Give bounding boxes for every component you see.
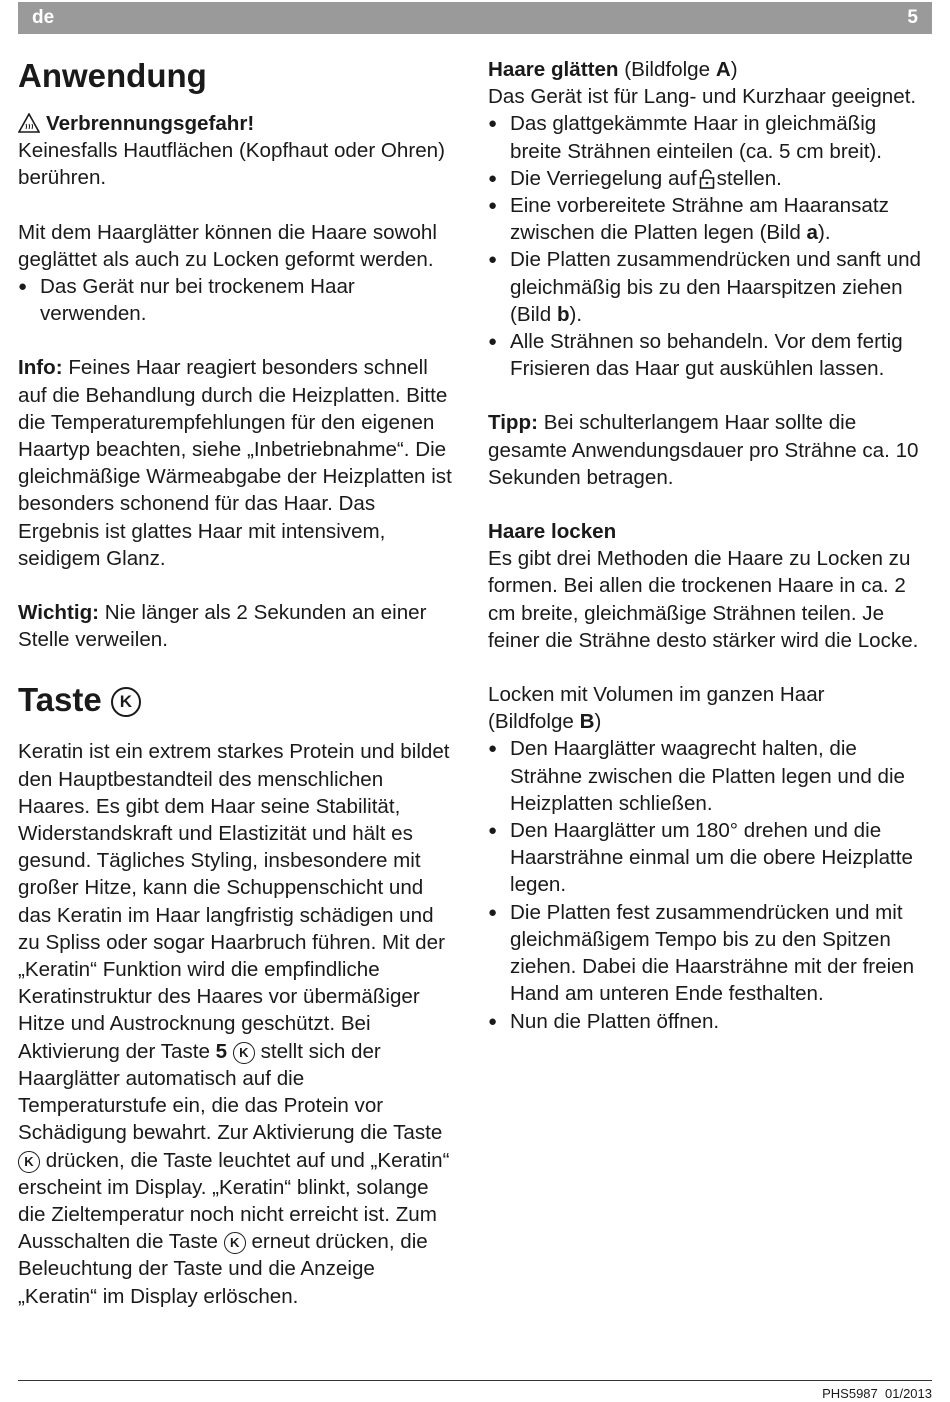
footer-model: PHS5987: [822, 1386, 878, 1401]
curl-steps-list: [488, 735, 932, 1034]
key-number: 5: [215, 1039, 228, 1063]
list-item: ● Alle Strähnen so behandeln. Vor dem fertig Frisieren das Haar gut auskühlen lassen.: [488, 328, 932, 382]
section-title-anwendung: Anwendung: [18, 57, 207, 94]
footer-date: 01/2013: [885, 1386, 932, 1401]
list-item: ● Den Haarglätter waagrecht halten, die Strähne zwischen die Platten legen und die Heizplatten schließen.: [488, 735, 932, 817]
info-text: Feines Haar reagiert besonders schnell auf die Behandlung durch die Heizplatten. Bitte die Temperaturempfehlungen für den eigenen Haartyp beachten, siehe „Inbetriebnahme“. Die gleichmäßige Wärmeabgabe der Heizplatten ist besonders schonend für das Haar. Das Ergebnis ist glattes Haar mit intensivem, seidigem Glanz.: [18, 356, 452, 570]
hot-surface-warning-icon: [18, 112, 46, 135]
curl-title: Haare locken: [488, 520, 617, 544]
intro-text: Mit dem Haarglätter können die Haare sowohl geglättet als auch zu Locken geformt werden.: [18, 220, 437, 271]
list-item: ● Die Verriegelung auf stellen.: [488, 165, 932, 192]
smooth-heading: Haare glätten (Bildfolge A): [488, 58, 738, 81]
footer-divider: [18, 1380, 932, 1381]
list-item: ● Nun die Platten öffnen.: [488, 1008, 932, 1035]
important-paragraph: [18, 599, 458, 653]
footer-info: [822, 1386, 932, 1401]
section-title-taste: Taste K: [18, 680, 458, 720]
list-item: ● Das Gerät nur bei trockenem Haar verwenden.: [18, 273, 458, 327]
keratin-key-icon: K: [224, 1232, 246, 1254]
warning-block: [18, 110, 458, 137]
info-paragraph: [18, 354, 458, 572]
list-item: ● Eine vorbereitete Strähne am Haaransatz zwischen die Platten legen (Bild a).: [488, 192, 932, 246]
tip-paragraph: [488, 409, 932, 491]
unlock-icon: [697, 167, 717, 190]
list-item: ● Den Haarglätter um 180° drehen und die Haarsträhne einmal um die obere Heizplatte legen.: [488, 817, 932, 899]
keratin-key-icon: K: [111, 687, 141, 717]
dry-hair-list: [18, 273, 458, 327]
warning-title: Verbrennungsgefahr!: [46, 112, 255, 135]
smooth-steps-list: [488, 110, 932, 382]
smooth-title: Haare glätten: [488, 58, 619, 81]
left-column: [18, 56, 458, 1310]
page-number: 5: [907, 7, 918, 28]
keratin-paragraph: Keratin ist ein extrem starkes Protein und bildet den Hauptbestandteil des menschlichen Haares. Es gibt dem Haar seine Stabilität, Widerstandskraft und Elastizität und hält es gesund. Tägliches Styling, insbesondere mit großer Hitze, kann die Schuppenschicht und das Keratin im Haar langfristig schädigen und zu Spliss oder sogar Haarbruch führen. Mit der „Keratin“ Funktion wird die empfindliche Keratinstruktur des Haares vor übermäßiger Hitze und Austrocknung geschützt. Bei Aktivierung der Taste 5 K stellt sich der Haarglätter automatisch auf die Temperaturstufe ein, die das Protein vor Schädigung bewahrt. Zur Aktivierung die Taste K drücken, die Taste leuchtet auf und „Keratin“ erscheint im Display. „Keratin“ blinkt, solange die Zieltemperatur noch nicht erreicht ist. Zum Ausschalten die Taste K erneut drücken, die Beleuchtung der Taste und die Anzeige „Keratin“ im Display erlöschen.: [18, 740, 450, 1308]
list-item: ● Die Platten fest zusammendrücken und mit gleichmäßigem Tempo bis zu den Spitzen ziehen. Dabei die Haarsträhne mit der freien Hand am unteren Ende festhalten.: [488, 899, 932, 1008]
list-item: ● Die Platten zusammendrücken und sanft und gleichmäßig bis zu den Haarspitzen ziehen (Bild b).: [488, 246, 932, 328]
volume-sequence: (Bildfolge B): [488, 710, 602, 734]
page-header-bar: [18, 2, 932, 34]
volume-heading: Locken mit Volumen im ganzen Haar: [488, 683, 825, 707]
keratin-key-icon: K: [233, 1042, 255, 1064]
curl-intro: Es gibt drei Methoden die Haare zu Locken zu formen. Bei allen die trockenen Haare in ca. 2 cm breite, gleichmäßige Strähnen teilen. Je feiner die Strähne desto stärker wird die Locke.: [488, 547, 919, 652]
tip-text: Bei schulterlangem Haar sollte die gesamte Anwendungsdauer pro Strähne ca. 10 Sekunden betragen.: [488, 411, 919, 489]
smooth-intro: Das Gerät ist für Lang- und Kurzhaar geeignet.: [488, 85, 917, 109]
language-label: de: [32, 7, 55, 28]
important-text: Nie länger als 2 Sekunden an einer Stelle verweilen.: [18, 601, 427, 652]
right-column: [488, 56, 932, 1035]
tip-label: Tipp:: [488, 411, 538, 435]
info-label: Info:: [18, 356, 63, 380]
list-item: ● Das glattgekämmte Haar in gleichmäßig breite Strähnen einteilen (ca. 5 cm breit).: [488, 110, 932, 164]
keratin-key-icon: K: [18, 1151, 40, 1173]
warning-text: Keinesfalls Hautflächen (Kopfhaut oder Ohren) berühren.: [18, 139, 445, 190]
important-label: Wichtig:: [18, 601, 100, 625]
